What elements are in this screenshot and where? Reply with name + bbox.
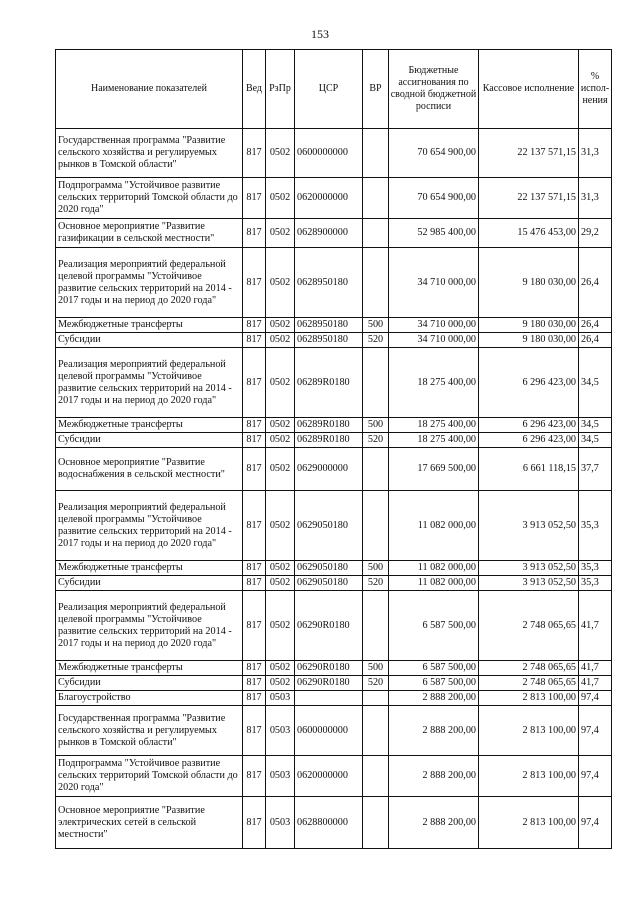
- cell-percent: 41,7: [579, 676, 612, 691]
- cell-cash: 6 296 423,00: [479, 418, 579, 433]
- cell-cash: 2 813 100,00: [479, 706, 579, 756]
- cell-name: Субсидии: [56, 676, 243, 691]
- cell-percent: 97,4: [579, 706, 612, 756]
- cell-ved: 817: [243, 561, 266, 576]
- cell-name: Субсидии: [56, 576, 243, 591]
- cell-csr: 0629050180: [295, 491, 363, 561]
- cell-ved: 817: [243, 591, 266, 661]
- cell-percent: 29,2: [579, 219, 612, 248]
- cell-ved: 817: [243, 219, 266, 248]
- cell-csr: 0629050180: [295, 561, 363, 576]
- budget-execution-table: [55, 49, 612, 849]
- cell-ved: 817: [243, 491, 266, 561]
- cell-vr: [363, 248, 389, 318]
- table-row: [56, 661, 612, 676]
- cell-cash: 6 296 423,00: [479, 433, 579, 448]
- cell-ved: 817: [243, 797, 266, 849]
- cell-rzpr: 0502: [266, 333, 295, 348]
- cell-budget: 18 275 400,00: [389, 433, 479, 448]
- cell-rzpr: 0502: [266, 178, 295, 219]
- cell-budget: 11 082 000,00: [389, 491, 479, 561]
- cell-vr: 520: [363, 576, 389, 591]
- cell-name: Основное мероприятие "Развитие электрических сетей в сельской местности": [56, 797, 243, 849]
- cell-rzpr: 0503: [266, 706, 295, 756]
- cell-name: Межбюджетные трансферты: [56, 318, 243, 333]
- cell-csr: 06290R0180: [295, 661, 363, 676]
- cell-budget: 2 888 200,00: [389, 706, 479, 756]
- table-row: [56, 576, 612, 591]
- cell-vr: 500: [363, 661, 389, 676]
- cell-rzpr: 0502: [266, 318, 295, 333]
- cell-name: Благоустройство: [56, 691, 243, 706]
- cell-ved: 817: [243, 691, 266, 706]
- cell-csr: 0629050180: [295, 576, 363, 591]
- cell-cash: 3 913 052,50: [479, 576, 579, 591]
- cell-name: Основное мероприятие "Развитие газификации в сельской местности": [56, 219, 243, 248]
- cell-budget: 18 275 400,00: [389, 418, 479, 433]
- cell-vr: 500: [363, 418, 389, 433]
- cell-rzpr: 0502: [266, 661, 295, 676]
- cell-rzpr: 0502: [266, 418, 295, 433]
- cell-vr: [363, 348, 389, 418]
- cell-budget: 34 710 000,00: [389, 333, 479, 348]
- cell-rzpr: 0503: [266, 756, 295, 797]
- cell-rzpr: 0502: [266, 448, 295, 491]
- cell-ved: 817: [243, 318, 266, 333]
- cell-ved: 817: [243, 433, 266, 448]
- table-row: [56, 756, 612, 797]
- cell-budget: 11 082 000,00: [389, 561, 479, 576]
- cell-csr: 06290R0180: [295, 676, 363, 691]
- cell-cash: 2 748 065,65: [479, 661, 579, 676]
- cell-percent: 26,4: [579, 333, 612, 348]
- cell-rzpr: 0503: [266, 691, 295, 706]
- table-row: [56, 348, 612, 418]
- cell-vr: [363, 706, 389, 756]
- cell-csr: 0629000000: [295, 448, 363, 491]
- table-row: [56, 418, 612, 433]
- table-header-row: [56, 50, 612, 129]
- table-row: [56, 706, 612, 756]
- cell-percent: 34,5: [579, 433, 612, 448]
- cell-percent: 26,4: [579, 318, 612, 333]
- cell-name: Реализация мероприятий федеральной целевой программы "Устойчивое развитие сельских территорий на 2014 - 2017 годы и на период до 2020 года": [56, 348, 243, 418]
- cell-cash: 2 748 065,65: [479, 591, 579, 661]
- cell-csr: 06290R0180: [295, 591, 363, 661]
- table-row: [56, 248, 612, 318]
- cell-percent: 97,4: [579, 797, 612, 849]
- cell-csr: 0628950180: [295, 333, 363, 348]
- cell-ved: 817: [243, 756, 266, 797]
- cell-name: Межбюджетные трансферты: [56, 661, 243, 676]
- cell-csr: 0600000000: [295, 706, 363, 756]
- cell-percent: 35,3: [579, 576, 612, 591]
- cell-ved: 817: [243, 333, 266, 348]
- cell-name: Подпрограмма "Устойчивое развитие сельских территорий Томской области до 2020 года": [56, 178, 243, 219]
- table-row: [56, 691, 612, 706]
- cell-vr: [363, 129, 389, 178]
- cell-name: Межбюджетные трансферты: [56, 418, 243, 433]
- cell-cash: 6 661 118,15: [479, 448, 579, 491]
- cell-ved: 817: [243, 129, 266, 178]
- cell-cash: 3 913 052,50: [479, 561, 579, 576]
- cell-vr: [363, 756, 389, 797]
- cell-budget: 2 888 200,00: [389, 756, 479, 797]
- table-row: [56, 219, 612, 248]
- cell-budget: 6 587 500,00: [389, 661, 479, 676]
- table-row: [56, 561, 612, 576]
- table-row: [56, 433, 612, 448]
- cell-budget: 18 275 400,00: [389, 348, 479, 418]
- cell-percent: 34,5: [579, 348, 612, 418]
- cell-csr: 0620000000: [295, 756, 363, 797]
- cell-rzpr: 0503: [266, 797, 295, 849]
- cell-name: Субсидии: [56, 433, 243, 448]
- cell-budget: 52 985 400,00: [389, 219, 479, 248]
- cell-rzpr: 0502: [266, 576, 295, 591]
- cell-percent: 26,4: [579, 248, 612, 318]
- table-row: [56, 491, 612, 561]
- cell-csr: 0628950180: [295, 318, 363, 333]
- cell-budget: 34 710 000,00: [389, 248, 479, 318]
- cell-ved: 817: [243, 448, 266, 491]
- cell-rzpr: 0502: [266, 676, 295, 691]
- cell-cash: 3 913 052,50: [479, 491, 579, 561]
- cell-budget: 2 888 200,00: [389, 691, 479, 706]
- cell-percent: 37,7: [579, 448, 612, 491]
- cell-rzpr: 0502: [266, 248, 295, 318]
- cell-rzpr: 0502: [266, 129, 295, 178]
- cell-csr: 0628800000: [295, 797, 363, 849]
- cell-cash: 2 813 100,00: [479, 691, 579, 706]
- cell-rzpr: 0502: [266, 433, 295, 448]
- table-row: [56, 178, 612, 219]
- header-ved: Вед: [243, 50, 266, 129]
- table-row: [56, 129, 612, 178]
- cell-name: Государственная программа "Развитие сельского хозяйства и регулируемых рынков в Томской области": [56, 706, 243, 756]
- cell-percent: 31,3: [579, 178, 612, 219]
- cell-cash: 9 180 030,00: [479, 248, 579, 318]
- cell-vr: [363, 448, 389, 491]
- table-row: [56, 591, 612, 661]
- cell-rzpr: 0502: [266, 561, 295, 576]
- cell-vr: [363, 491, 389, 561]
- header-percent: % испол-нения: [579, 50, 612, 129]
- cell-budget: 70 654 900,00: [389, 129, 479, 178]
- cell-vr: [363, 591, 389, 661]
- cell-ved: 817: [243, 248, 266, 318]
- cell-vr: [363, 691, 389, 706]
- cell-cash: 9 180 030,00: [479, 333, 579, 348]
- page-number: 153: [311, 27, 329, 41]
- cell-csr: 0620000000: [295, 178, 363, 219]
- cell-rzpr: 0502: [266, 348, 295, 418]
- header-name: Наименование показателей: [56, 50, 243, 129]
- cell-name: Субсидии: [56, 333, 243, 348]
- table-body: [56, 129, 612, 849]
- cell-ved: 817: [243, 348, 266, 418]
- header-budget: Бюджетные ассигнования по сводной бюджетной росписи: [389, 50, 479, 129]
- cell-csr: 0600000000: [295, 129, 363, 178]
- cell-name: Межбюджетные трансферты: [56, 561, 243, 576]
- cell-csr: 06289R0180: [295, 433, 363, 448]
- header-csr: ЦСР: [295, 50, 363, 129]
- header-rzpr: РзПр: [266, 50, 295, 129]
- cell-percent: 35,3: [579, 561, 612, 576]
- cell-rzpr: 0502: [266, 591, 295, 661]
- table-row: [56, 333, 612, 348]
- table-row: [56, 676, 612, 691]
- cell-rzpr: 0502: [266, 491, 295, 561]
- cell-name: Основное мероприятие "Развитие водоснабжения в сельской местности": [56, 448, 243, 491]
- cell-ved: 817: [243, 576, 266, 591]
- cell-ved: 817: [243, 661, 266, 676]
- cell-ved: 817: [243, 706, 266, 756]
- cell-cash: 2 748 065,65: [479, 676, 579, 691]
- cell-budget: 2 888 200,00: [389, 797, 479, 849]
- cell-cash: 6 296 423,00: [479, 348, 579, 418]
- cell-vr: 520: [363, 433, 389, 448]
- cell-budget: 6 587 500,00: [389, 591, 479, 661]
- cell-budget: 34 710 000,00: [389, 318, 479, 333]
- table-row: [56, 318, 612, 333]
- cell-csr: 06289R0180: [295, 348, 363, 418]
- cell-csr: 06289R0180: [295, 418, 363, 433]
- cell-budget: 70 654 900,00: [389, 178, 479, 219]
- table-row: [56, 448, 612, 491]
- table-row: [56, 797, 612, 849]
- cell-budget: 17 669 500,00: [389, 448, 479, 491]
- cell-name: Государственная программа "Развитие сельского хозяйства и регулируемых рынков в Томской области": [56, 129, 243, 178]
- cell-csr: [295, 691, 363, 706]
- cell-rzpr: 0502: [266, 219, 295, 248]
- cell-vr: 520: [363, 333, 389, 348]
- cell-cash: 2 813 100,00: [479, 797, 579, 849]
- cell-percent: 35,3: [579, 491, 612, 561]
- cell-csr: 0628950180: [295, 248, 363, 318]
- cell-vr: 500: [363, 561, 389, 576]
- cell-ved: 817: [243, 178, 266, 219]
- cell-percent: 97,4: [579, 756, 612, 797]
- cell-name: Реализация мероприятий федеральной целевой программы "Устойчивое развитие сельских территорий на 2014 - 2017 годы и на период до 2020 года": [56, 591, 243, 661]
- cell-ved: 817: [243, 418, 266, 433]
- cell-name: Реализация мероприятий федеральной целевой программы "Устойчивое развитие сельских территорий на 2014 - 2017 годы и на период до 2020 года": [56, 248, 243, 318]
- cell-cash: 22 137 571,15: [479, 129, 579, 178]
- cell-name: Реализация мероприятий федеральной целевой программы "Устойчивое развитие сельских территорий на 2014 - 2017 годы и на период до 2020 года": [56, 491, 243, 561]
- cell-name: Подпрограмма "Устойчивое развитие сельских территорий Томской области до 2020 года": [56, 756, 243, 797]
- cell-cash: 9 180 030,00: [479, 318, 579, 333]
- cell-vr: [363, 178, 389, 219]
- cell-vr: 520: [363, 676, 389, 691]
- cell-vr: [363, 797, 389, 849]
- header-cash: Кассовое исполнение: [479, 50, 579, 129]
- cell-budget: 6 587 500,00: [389, 676, 479, 691]
- cell-csr: 0628900000: [295, 219, 363, 248]
- cell-cash: 15 476 453,00: [479, 219, 579, 248]
- cell-vr: 500: [363, 318, 389, 333]
- header-vr: ВР: [363, 50, 389, 129]
- cell-percent: 41,7: [579, 591, 612, 661]
- cell-ved: 817: [243, 676, 266, 691]
- cell-budget: 11 082 000,00: [389, 576, 479, 591]
- cell-percent: 34,5: [579, 418, 612, 433]
- cell-percent: 31,3: [579, 129, 612, 178]
- cell-percent: 41,7: [579, 661, 612, 676]
- cell-percent: 97,4: [579, 691, 612, 706]
- cell-vr: [363, 219, 389, 248]
- cell-cash: 2 813 100,00: [479, 756, 579, 797]
- cell-cash: 22 137 571,15: [479, 178, 579, 219]
